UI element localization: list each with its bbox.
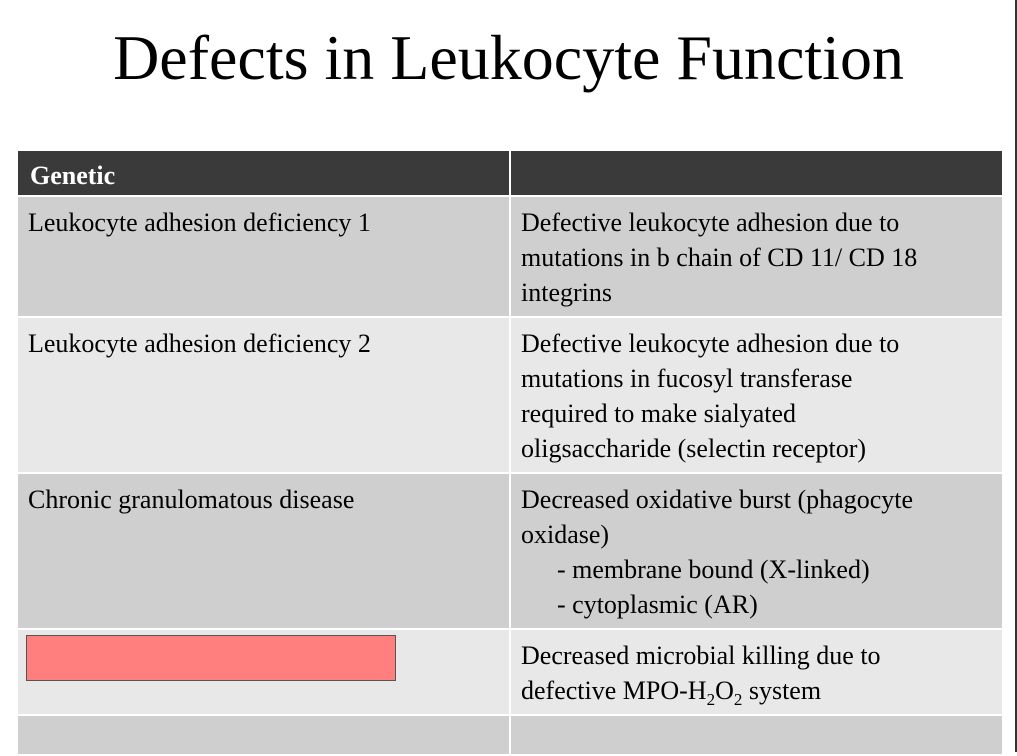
description-line: mutations in b chain of CD 11/ CD 18 (521, 243, 918, 272)
slide-title: Defects in Leukocyte Function (113, 22, 904, 93)
description-line: Decreased microbial killing due to (521, 641, 881, 670)
sub-item: - cytoplasmic (AR) (557, 590, 758, 619)
description-cell (511, 630, 1002, 716)
description-cell (511, 197, 1002, 318)
table-row (18, 474, 1002, 630)
hidden-answer-box[interactable] (26, 635, 396, 681)
subscript: 2 (733, 690, 743, 710)
description-line: required to make sialyated (521, 399, 797, 428)
condition-cell (18, 716, 511, 756)
description-line: oxidase) (521, 520, 610, 549)
description-line: Decreased oxidative burst (phagocyte (521, 485, 914, 514)
subscript: 2 (706, 690, 716, 710)
condition-cell: Chronic granulomatous disease (18, 474, 511, 630)
table-row (18, 716, 1002, 756)
description-line (521, 673, 992, 708)
description-text: defective MPO-H (521, 676, 707, 705)
description-text: O (715, 676, 734, 705)
header-cell-empty (511, 151, 1002, 197)
description-line: integrins (521, 278, 612, 307)
description-line: mutations in fucosyl transferase (521, 364, 853, 393)
table-row (18, 318, 1002, 474)
condition-cell: Leukocyte adhesion deficiency 2 (18, 318, 511, 474)
condition-cell: Leukocyte adhesion deficiency 1 (18, 197, 511, 318)
condition-cell-hidden (18, 630, 511, 716)
description-cell (511, 474, 1002, 630)
description-cell (511, 318, 1002, 474)
description-line: Defective leukocyte adhesion due to (521, 329, 900, 358)
description-line: Defective leukocyte adhesion due to (521, 208, 900, 237)
table-row (18, 630, 1002, 716)
leukocyte-defects-table (18, 151, 1002, 756)
sub-item: - membrane bound (X-linked) (557, 555, 870, 584)
table-row (18, 197, 1002, 318)
header-cell-genetic: Genetic (18, 151, 511, 197)
description-line: oligsaccharide (selectin receptor) (521, 434, 867, 463)
description-text: system (742, 676, 822, 705)
description-cell (511, 716, 1002, 756)
table-header-row (18, 151, 1002, 197)
